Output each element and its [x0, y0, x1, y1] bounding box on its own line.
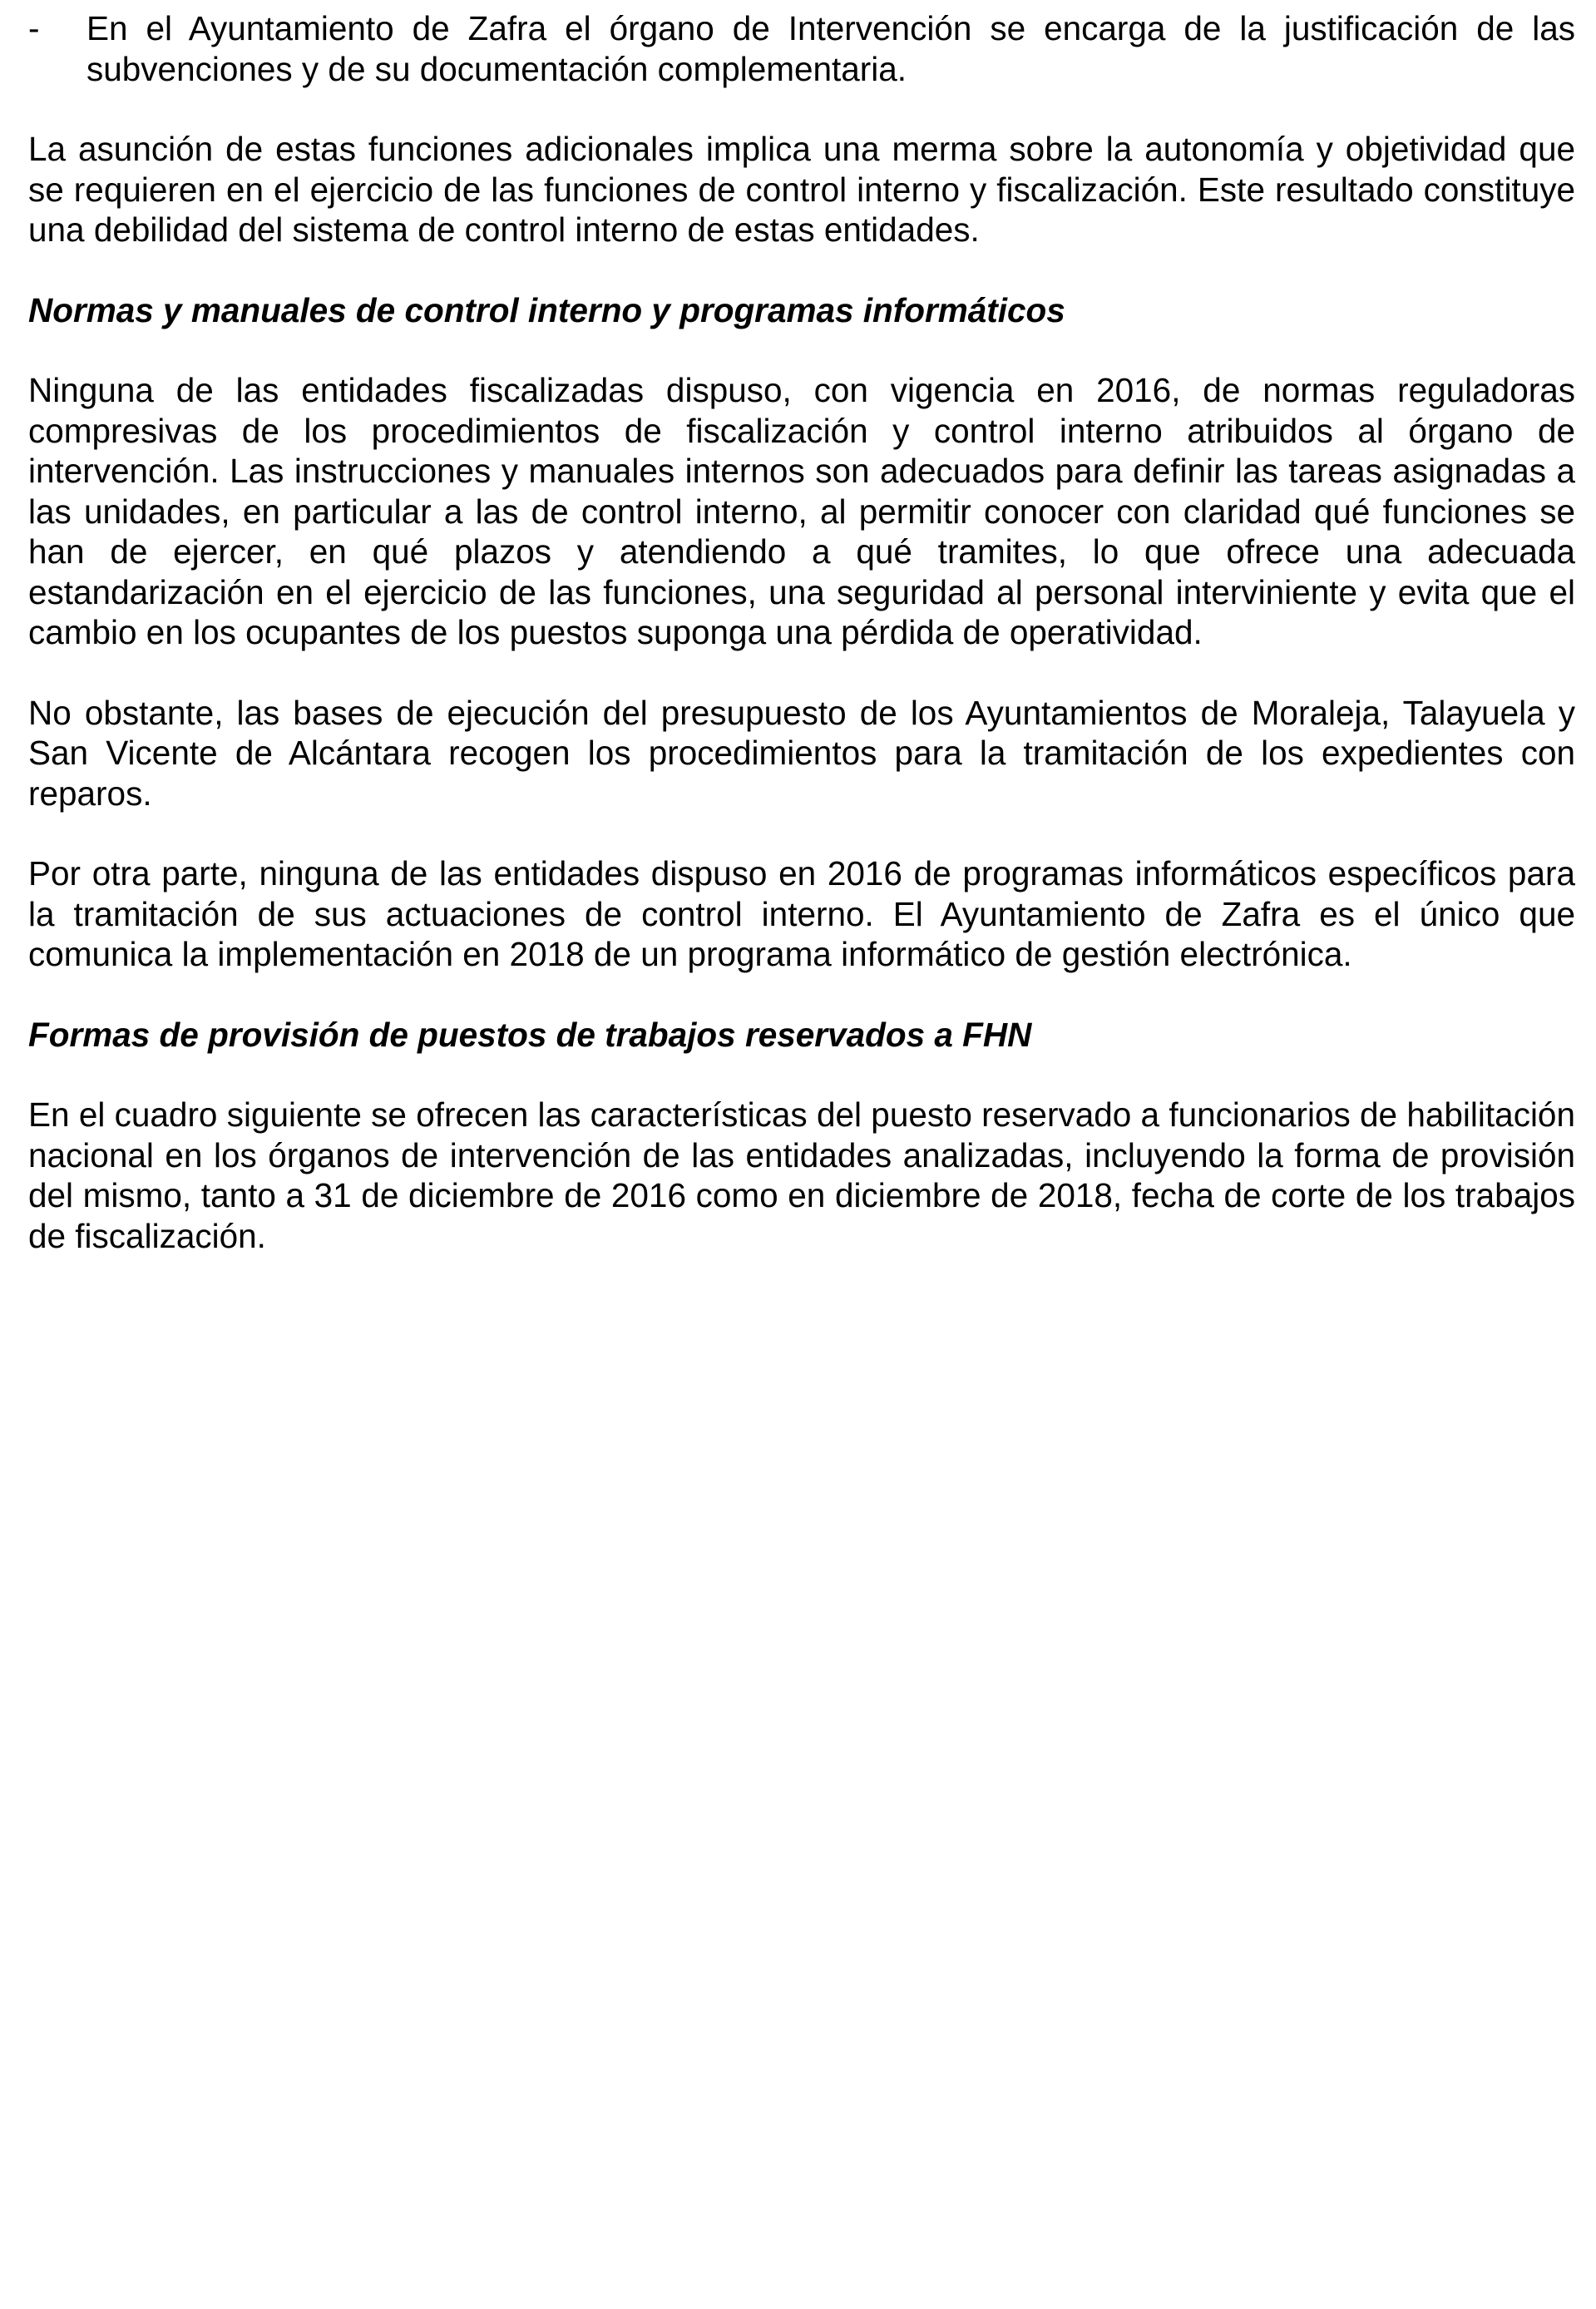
bullet-item	[28, 8, 1575, 89]
section-heading-normas: Normas y manuales de control interno y programas informáticos	[28, 290, 1065, 329]
section-heading-provision: Formas de provisión de puestos de trabajos reservados a FHN	[28, 1015, 1032, 1054]
bullet-marker: -	[28, 9, 40, 47]
bullet-text: En el Ayuntamiento de Zafra el órgano de Intervención se encarga de la justificación de las subvenciones y de su documentación complementaria.	[86, 9, 1575, 88]
document-page	[28, 8, 1575, 1296]
paragraph-cuadro: En el cuadro siguiente se ofrecen las características del puesto reservado a funcionarios de habilitación nacional en los órganos de intervención de las entidades analizadas, incluyendo la forma de provisión del mismo, tanto a 31 de diciembre de 2016 como en diciembre de 2018, fecha de corte de los trabajos de fiscalización.	[28, 1095, 1575, 1255]
paragraph-autonomy: La asunción de estas funciones adicionales implica una merma sobre la autonomía y objetividad que se requieren en el ejercicio de las funciones de control interno y fiscalización. Este resultado constituye una debilidad del sistema de control interno de estas entidades.	[28, 130, 1575, 249]
paragraph-bases-ejecucion: No obstante, las bases de ejecución del presupuesto de los Ayuntamientos de Moraleja, Talayuela y San Vicente de Alcántara recogen los procedimientos para la tramitación de los expedientes con reparos.	[28, 693, 1575, 813]
paragraph-programas: Por otra parte, ninguna de las entidades dispuso en 2016 de programas informáticos específicos para la tramitación de sus actuaciones de control interno. El Ayuntamiento de Zafra es el único que comunica la implementación en 2018 de un programa informático de gestión electrónica.	[28, 854, 1575, 973]
paragraph-normas: Ninguna de las entidades fiscalizadas dispuso, con vigencia en 2016, de normas reguladoras compresivas de los procedimientos de fiscalización y control interno atribuidos al órgano de intervención. Las instrucciones y manuales internos son adecuados para definir las tareas asignadas a las unidades, en particular a las de control interno, al permitir conocer con claridad qué funciones se han de ejercer, en qué plazos y atendiendo a qué tramites, lo que ofrece una adecuada estandarización en el ejercicio de las funciones, una seguridad al personal interviniente y evita que el cambio en los ocupantes de los puestos suponga una pérdida de operatividad.	[28, 371, 1575, 651]
